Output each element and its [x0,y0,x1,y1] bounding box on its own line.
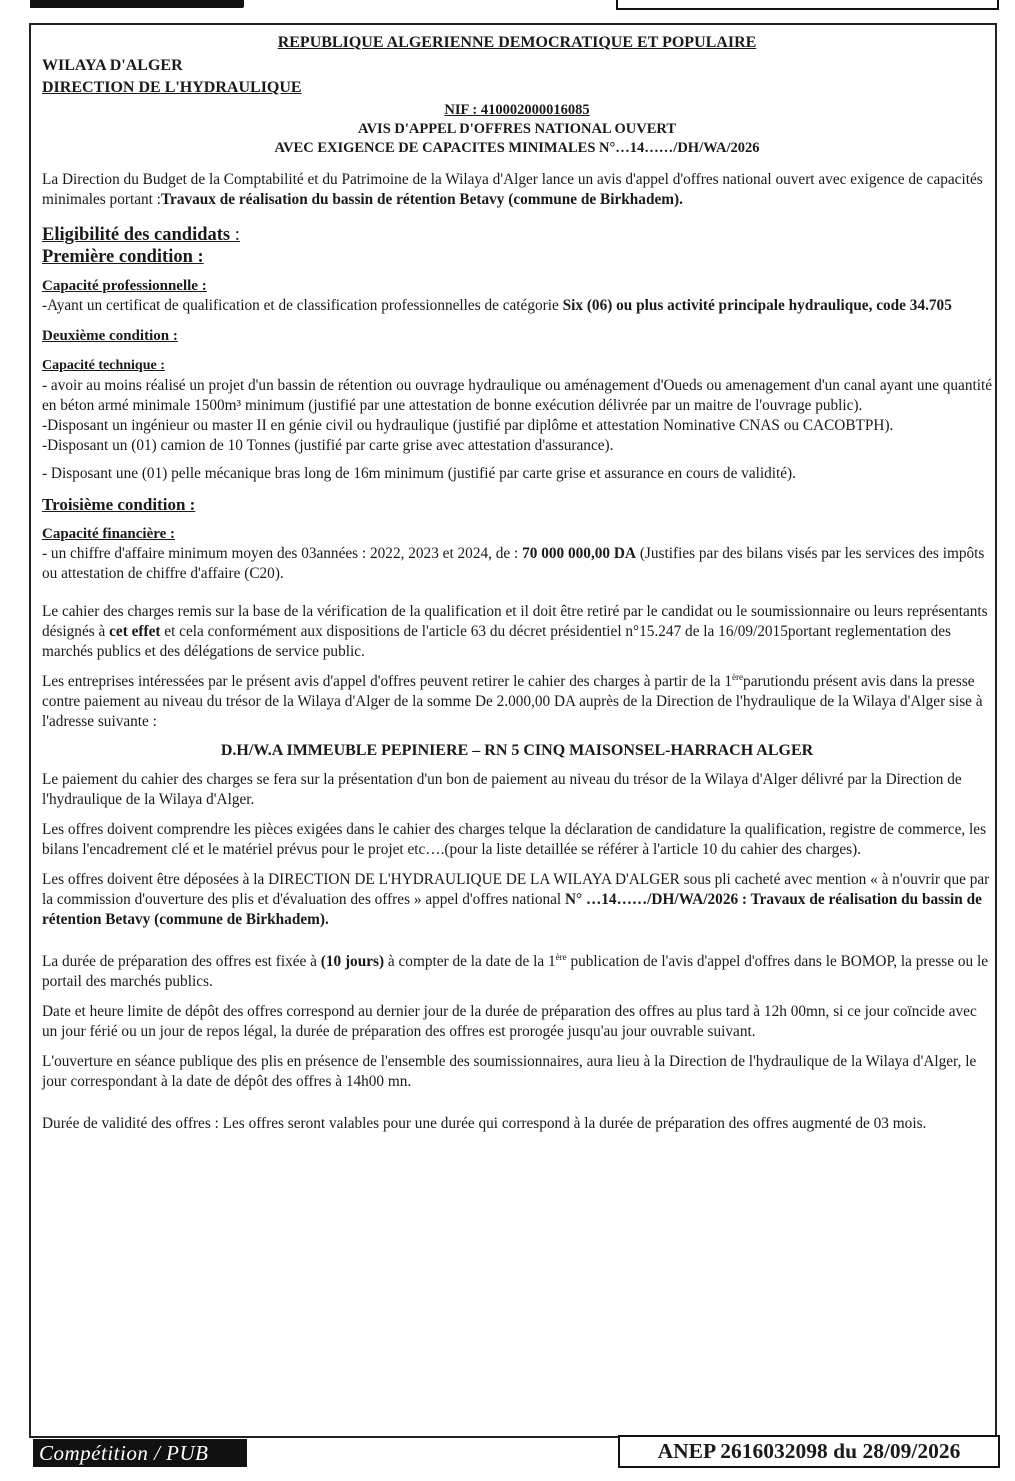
avis-title-line1: AVIS D'APPEL D'OFFRES NATIONAL OUVERT [357,121,676,137]
competition-pub-badge: Compétition / PUB [33,1439,247,1467]
second-condition-title: Deuxième condition : [42,328,178,344]
intro-object: Travaux de réalisation du bassin de rétention Betavy (commune de Birkhadem). [160,191,683,208]
tech-capacity-title: Capacité technique : [42,358,165,373]
direction-title: DIRECTION DE L'HYDRAULIQUE [42,79,302,96]
offres-pieces-paragraph: Les offres doivent comprendre les pièces exigées dans le cahier des charges telque la déclaration de candidature la qualification, registre de commerce, les bilans l'encadrement clé et le matériel prévus pour le projet etc….(pour la liste detaillée se référer à l'article 10 du cahier des charges). [42,821,987,858]
republic-title: REPUBLIQUE ALGERIENNE DEMOCRATIQUE ET POPULAIRE [277,34,757,51]
prof-capacity-text: -Ayant un certificat de qualification et de classification professionnelles de catégorie Six (06) ou plus activité principale hydraulique, code 34.705 [42,297,952,314]
first-condition-title: Première condition : [42,247,204,267]
intro-paragraph [42,170,992,210]
intro-text: La Direction du Budget de la Comptabilité et du Patrimoine de la Wilaya d'Alger lance un avis d'appel d'offres national ouvert avec exigence de capacités minimales portant : [42,171,983,208]
address-line: D.H/W.A IMMEUBLE PEPINIERE – RN 5 CINQ MAISONSEL-HARRACH ALGER [220,742,814,759]
limite-paragraph: Date et heure limite de dépôt des offres correspond au dernier jour de la durée de préparation des offres au plus tard à 12h 00mn, si ce jour coïncide avec un jour férié ou un jour de repos légal, la durée de préparation des offres est prorogée jusqu'au jour ouvrable suivant. [42,1003,977,1040]
avis-title-line2: AVEC EXIGENCE DE CAPACITES MINIMALES N°…14……/DH/WA/2026 [274,140,760,156]
retrait-paragraph: Les entreprises intéressées par le présent avis d'appel d'offres peuvent retirer le cahier des charges à partir de la 1èreparutiondu présent avis dans la presse contre paiement au niveau du trésor de la Wilaya d'Alger de la somme De 2.000,00 DA auprès de la Direction de l'hydraulique de la Wilaya d'Alger sise à l'adresse suivante : [42,671,983,730]
tech-item-1: - avoir au moins réalisé un projet d'un bassin de rétention ou ouvrage hydraulique ou aménagement d'Oueds ou amenagement d'un canal ayant une quantité en béton armé minimale 1500m³ minimum (justifié par une attestation de bonne exécution délivrée par un maitre de l'ouvrage public). [42,377,993,414]
depot-paragraph: Les offres doivent être déposées à la DIRECTION DE L'HYDRAULIQUE DE LA WILAYA D'ALGER sous pli cacheté avec mention « à n'ouvrir que par la commission d'ouverture des plis et d'évaluation des offres » appel d'offres national N° …14……/DH/WA/2026 : Travaux de réalisation du bassin de rétention Betavy (commune de Birkhadem). [42,871,990,928]
prof-capacity-title: Capacité professionnelle : [42,278,207,294]
ouverture-paragraph: L'ouverture en séance publique des plis en présence de l'ensemble des soumissionnaires, aura lieu à la Direction de l'hydraulique de la Wilaya d'Alger, le jour correspondant à la date de dépôt des offres à 14h00 mn. [42,1053,977,1090]
fin-capacity-title: Capacité financière : [42,526,176,542]
eligibility-title: Eligibilité des candidats : [42,225,240,245]
third-condition-title: Troisième condition : [42,495,196,514]
tech-item-3: -Disposant un (01) camion de 10 Tonnes (justifié par carte grise avec attestation d'assurance). [42,437,614,454]
notice-content [42,33,992,1134]
duree-paragraph: La durée de préparation des offres est fixée à (10 jours) à compter de la date de la 1ère publication de l'avis d'appel d'offres dans le BOMOP, la presse ou le portail des marchés publics. [42,951,988,990]
nif-line: NIF : 410002000016085 [444,102,590,118]
anep-reference-box: ANEP 2616032098 du 28/09/2026 [618,1435,1000,1468]
paiement-paragraph: Le paiement du cahier des charges se fera sur la présentation d'un bon de paiement au niveau du trésor de la Wilaya d'Alger délivré par la Direction de l'hydraulique de la Wilaya d'Alger. [42,771,962,808]
tech-item-2: -Disposant un ingénieur ou master II en génie civil ou hydraulique (justifié par diplôme et attestation Nominative CNAS ou CACOBTPH). [42,417,894,434]
validite-paragraph: Durée de validité des offres : Les offres seront valables pour une durée qui correspond à la durée de préparation des offres augmenté de 03 mois. [42,1115,927,1132]
tech-item-4: - Disposant une (01) pelle mécanique bras long de 16m minimum (justifié par carte grise et assurance en cours de validité). [42,465,796,482]
cahier-paragraph: Le cahier des charges remis sur la base de la vérification de la qualification et il doit être retiré par le candidat ou le soumissionnaire ou leurs représentants désignés à cet effet et cela conformément aux dispositions de l'article 63 du décret présidentiel n°15.247 de la 16/09/2015portant reglementation des marchés publics et des délégations de service public. [42,603,988,660]
fin-capacity-text: - un chiffre d'affaire minimum moyen des 03années : 2022, 2023 et 2024, de : 70 000 000,00 DA (Justifies par des bilans visés par les services des impôts ou attestation de chiffre d'affaire (C20). [42,545,985,582]
wilaya-title: WILAYA D'ALGER [42,57,183,74]
top-badge-fragment [30,0,244,8]
top-ref-box-fragment [616,0,999,10]
